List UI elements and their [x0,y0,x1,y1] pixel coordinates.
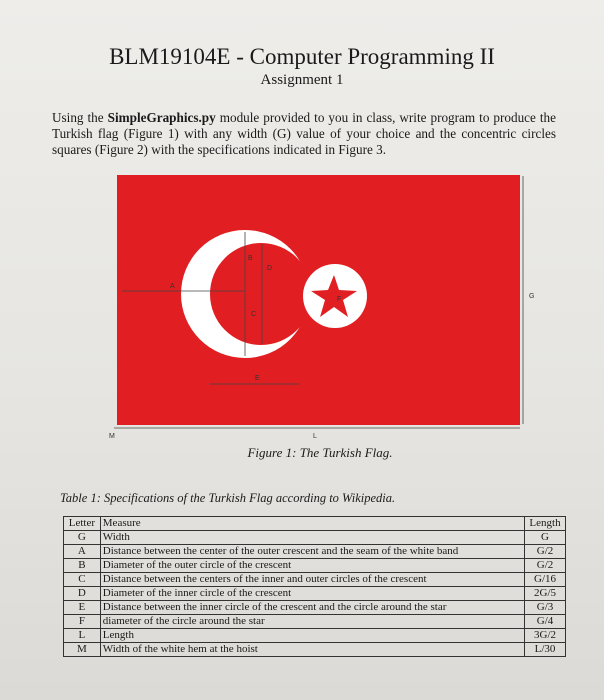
cell-length: G/16 [525,573,566,587]
page-subtitle: Assignment 1 [260,72,344,88]
table-row [64,559,566,573]
table-caption: Table 1: Specifications of the Turkish Flag according to Wikipedia. [60,491,396,505]
flag-diagram [100,166,540,456]
turkish-flag-figure [100,166,540,456]
table-row [64,545,566,559]
cell-measure: Diameter of the outer circle of the crescent [100,559,524,573]
table-header-row [64,517,566,531]
label-e: E [255,375,260,382]
label-a: A [170,283,175,290]
table-row [64,643,566,657]
cell-measure: Width [100,531,524,545]
cell-measure: Width of the white hem at the hoist [100,643,524,657]
label-b: B [248,255,253,262]
cell-letter: E [64,601,101,615]
cell-length: G/2 [525,545,566,559]
cell-measure: Distance between the centers of the inner and outer circles of the crescent [100,573,524,587]
cell-length: 2G/5 [525,587,566,601]
header-letter: Letter [64,517,101,531]
label-g: G [529,293,535,300]
cell-length: G/3 [525,601,566,615]
crescent-inner-circle [210,243,312,345]
label-m: M [109,433,115,440]
table-row [64,629,566,643]
cell-letter: L [64,629,101,643]
header-length: Length [525,517,566,531]
specification-table [63,516,566,657]
cell-length: G/4 [525,615,566,629]
cell-letter: F [64,615,101,629]
table-row [64,573,566,587]
table-row [64,615,566,629]
cell-letter: G [64,531,101,545]
cell-length: L/30 [525,643,566,657]
label-f: F [337,296,342,303]
cell-letter: M [64,643,101,657]
table-row [64,531,566,545]
module-name: SimpleGraphics.py [107,110,216,125]
cell-measure: Diameter of the inner circle of the crescent [100,587,524,601]
header-measure: Measure [100,517,524,531]
intro-suffix: module provided to you in class, write program to produce the Turkish flag (Figure 1) with any width (G) value of your choice and the concentric circles squares (Figure 2) with the specifications indicated in Figure 3. [52,110,556,157]
intro-paragraph [52,110,556,158]
figure-caption: Figure 1: The Turkish Flag. [247,445,393,460]
cell-length: 3G/2 [525,629,566,643]
label-l: L [313,433,317,440]
cell-measure: Distance between the inner circle of the crescent and the circle around the star [100,601,524,615]
cell-measure: Distance between the center of the outer crescent and the seam of the white band [100,545,524,559]
cell-letter: C [64,573,101,587]
cell-measure: Length [100,629,524,643]
table-row [64,587,566,601]
table-row [64,601,566,615]
cell-length: G/2 [525,559,566,573]
cell-letter: D [64,587,101,601]
intro-prefix: Using the [52,110,108,125]
cell-letter: A [64,545,101,559]
page-title: BLM19104E - Computer Programming II [109,44,495,69]
label-c: C [251,311,257,318]
label-d: D [267,265,273,272]
cell-measure: diameter of the circle around the star [100,615,524,629]
cell-letter: B [64,559,101,573]
cell-length: G [525,531,566,545]
